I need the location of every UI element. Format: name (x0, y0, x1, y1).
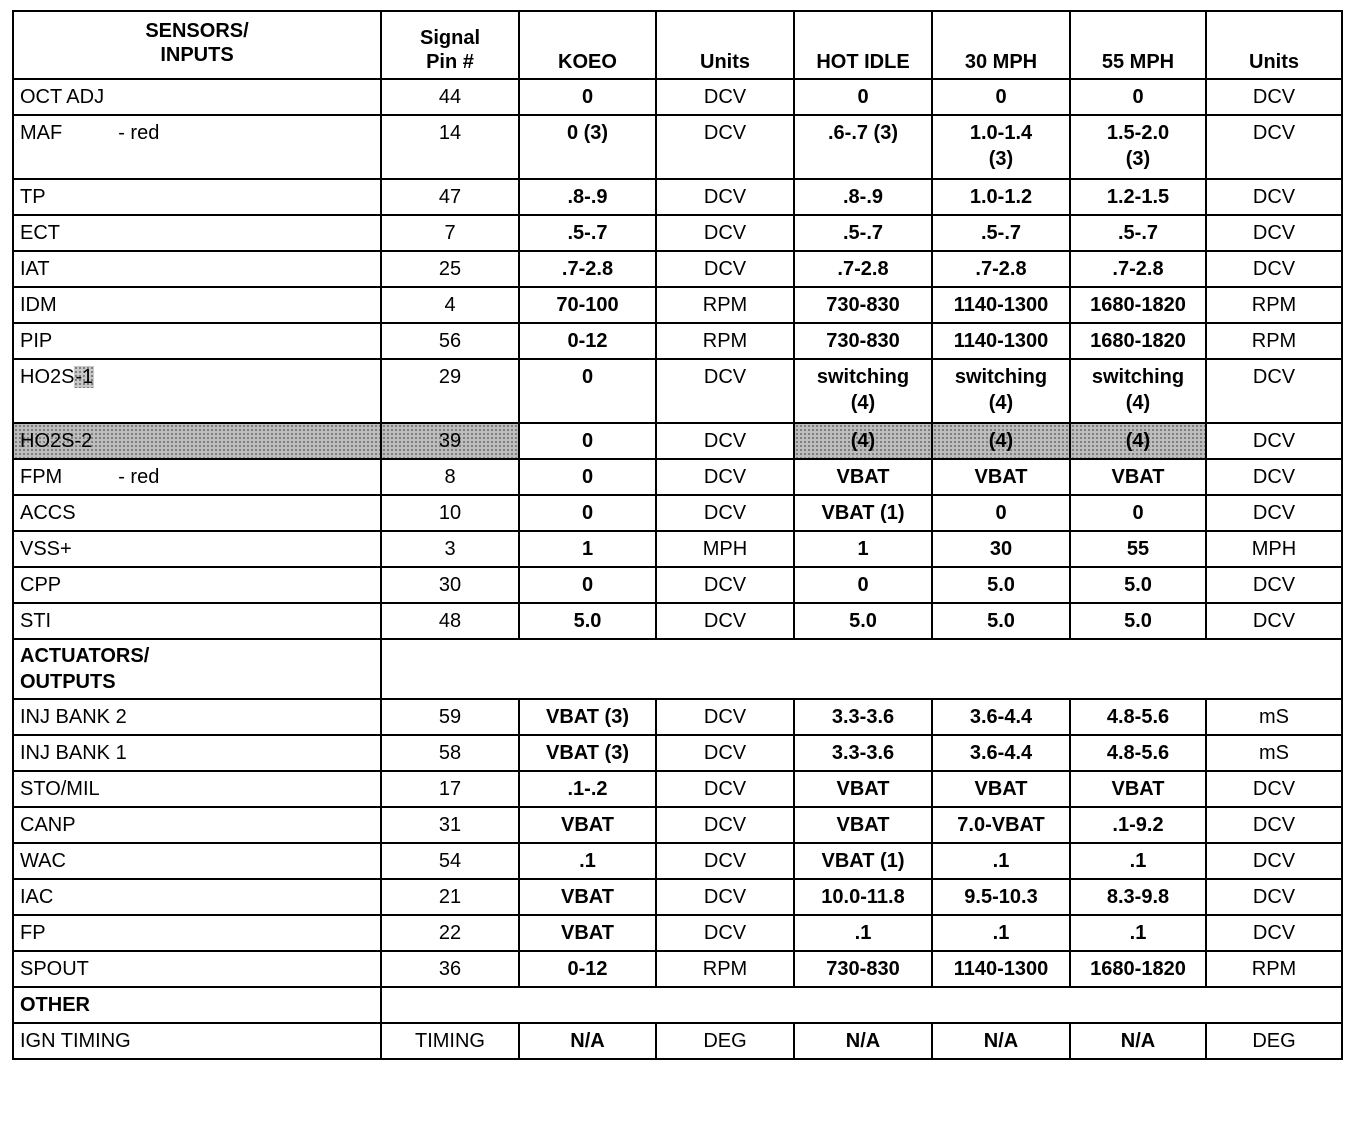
header-30-mph: 30 MPH (932, 11, 1070, 79)
row-label: STI (20, 610, 52, 632)
table-row (13, 323, 1342, 359)
row-label-cell (13, 807, 381, 843)
header-koeo: KOEO (519, 11, 656, 79)
row-label-cell (13, 879, 381, 915)
pin-cell: 39 (381, 423, 519, 459)
row-label: IGN TIMING (20, 1030, 131, 1052)
pin-cell: 58 (381, 735, 519, 771)
pin-cell: 36 (381, 951, 519, 987)
koeo-cell: VBAT (3) (519, 699, 656, 735)
row-label-cell (13, 323, 381, 359)
pin-cell: 22 (381, 915, 519, 951)
row-label-wire-color: - red (118, 466, 160, 488)
row-label-wire-color: - red (118, 122, 160, 144)
hot-idle-cell: N/A (794, 1023, 932, 1059)
units2-cell: DCV (1206, 915, 1342, 951)
row-label: IDM (20, 294, 57, 316)
table-row (13, 603, 1342, 639)
units-cell: DCV (656, 215, 794, 251)
koeo-cell: .7-2.8 (519, 251, 656, 287)
units2-cell: DCV (1206, 843, 1342, 879)
hot-idle-cell: 0 (794, 567, 932, 603)
units2-cell: RPM (1206, 287, 1342, 323)
row-label-cell (13, 215, 381, 251)
pin-cell: 31 (381, 807, 519, 843)
row-label-cell (13, 771, 381, 807)
row-label: INJ BANK 1 (20, 742, 127, 764)
mph30-cell: .5-.7 (932, 215, 1070, 251)
units-cell: DCV (656, 771, 794, 807)
row-label: ECT (20, 222, 60, 244)
mph30-cell: 0 (932, 79, 1070, 115)
mph55-cell: .7-2.8 (1070, 251, 1206, 287)
units-cell: DCV (656, 567, 794, 603)
row-label: FP (20, 922, 46, 944)
units2-cell: DCV (1206, 603, 1342, 639)
table-row (13, 735, 1342, 771)
table-row (13, 567, 1342, 603)
mph55-cell: 5.0 (1070, 567, 1206, 603)
hot-idle-cell: VBAT (794, 807, 932, 843)
row-label-cell (13, 359, 381, 423)
table-row (13, 771, 1342, 807)
koeo-cell: VBAT (3) (519, 735, 656, 771)
row-label-cell (13, 287, 381, 323)
units-cell: DEG (656, 1023, 794, 1059)
hot-idle-cell: 5.0 (794, 603, 932, 639)
row-label-cell (13, 1023, 381, 1059)
mph55-cell: 1.5-2.0 (3) (1070, 115, 1206, 179)
section-actuators-outputs-label: ACTUATORS/ OUTPUTS (13, 639, 381, 699)
units2-cell: DCV (1206, 215, 1342, 251)
units-cell: MPH (656, 531, 794, 567)
mph30-cell: 1140-1300 (932, 951, 1070, 987)
table-row (13, 915, 1342, 951)
row-label-cell (13, 495, 381, 531)
mph55-cell: 0 (1070, 79, 1206, 115)
mph55-cell: 4.8-5.6 (1070, 699, 1206, 735)
koeo-cell: N/A (519, 1023, 656, 1059)
row-label-cell (13, 79, 381, 115)
hot-idle-cell: 0 (794, 79, 932, 115)
koeo-cell: .8-.9 (519, 179, 656, 215)
mph55-cell: .1 (1070, 843, 1206, 879)
units2-cell: DCV (1206, 115, 1342, 179)
hot-idle-cell: 730-830 (794, 287, 932, 323)
row-label-cell (13, 179, 381, 215)
units-cell: DCV (656, 735, 794, 771)
units-cell: RPM (656, 287, 794, 323)
mph30-cell: VBAT (932, 771, 1070, 807)
mph30-cell: 1140-1300 (932, 287, 1070, 323)
units-cell: DCV (656, 115, 794, 179)
koeo-cell: 0 (3) (519, 115, 656, 179)
row-label-cell (13, 567, 381, 603)
hot-idle-cell: 10.0-11.8 (794, 879, 932, 915)
hot-idle-cell: VBAT (1) (794, 843, 932, 879)
table-row (13, 115, 1342, 179)
hot-idle-cell: VBAT (1) (794, 495, 932, 531)
row-label-cell (13, 915, 381, 951)
table-row (13, 423, 1342, 459)
mph30-cell: VBAT (932, 459, 1070, 495)
mph55-cell: 1680-1820 (1070, 951, 1206, 987)
row-label-cell (13, 251, 381, 287)
mph30-cell: 3.6-4.4 (932, 735, 1070, 771)
table-row (13, 531, 1342, 567)
units-cell: DCV (656, 179, 794, 215)
units2-cell: DCV (1206, 251, 1342, 287)
koeo-cell: 0-12 (519, 323, 656, 359)
mph55-cell: 55 (1070, 531, 1206, 567)
pin-cell: 48 (381, 603, 519, 639)
mph55-cell: VBAT (1070, 459, 1206, 495)
koeo-cell: .1-.2 (519, 771, 656, 807)
mph55-cell: 8.3-9.8 (1070, 879, 1206, 915)
pin-cell: 21 (381, 879, 519, 915)
row-label-cell (13, 423, 381, 459)
units2-cell: DCV (1206, 879, 1342, 915)
koeo-cell: 1 (519, 531, 656, 567)
units-cell: RPM (656, 323, 794, 359)
table-row (13, 495, 1342, 531)
table-row (13, 215, 1342, 251)
pin-cell: 54 (381, 843, 519, 879)
koeo-cell: 0 (519, 495, 656, 531)
hot-idle-cell: 1 (794, 531, 932, 567)
units-cell: DCV (656, 915, 794, 951)
pin-cell: 56 (381, 323, 519, 359)
units-cell: DCV (656, 423, 794, 459)
units2-cell: DCV (1206, 495, 1342, 531)
units2-cell: DCV (1206, 179, 1342, 215)
table-row (13, 251, 1342, 287)
header-units: Units (656, 11, 794, 79)
mph30-cell: 5.0 (932, 567, 1070, 603)
mph55-cell: 4.8-5.6 (1070, 735, 1206, 771)
hot-idle-cell: (4) (794, 423, 932, 459)
mph55-cell: 0 (1070, 495, 1206, 531)
units-cell: DCV (656, 699, 794, 735)
units2-cell: DCV (1206, 423, 1342, 459)
mph30-cell: 30 (932, 531, 1070, 567)
mph30-cell: 5.0 (932, 603, 1070, 639)
hot-idle-cell: VBAT (794, 459, 932, 495)
row-label: TP (20, 186, 46, 208)
mph55-cell: .1-9.2 (1070, 807, 1206, 843)
pin-cell: 59 (381, 699, 519, 735)
mph55-cell: 1680-1820 (1070, 323, 1206, 359)
mph55-cell: .5-.7 (1070, 215, 1206, 251)
table-row (13, 179, 1342, 215)
mph30-cell: N/A (932, 1023, 1070, 1059)
row-label: INJ BANK 2 (20, 706, 127, 728)
mph55-cell: 1680-1820 (1070, 287, 1206, 323)
pin-cell: 47 (381, 179, 519, 215)
mph55-cell: 1.2-1.5 (1070, 179, 1206, 215)
koeo-cell: 0 (519, 79, 656, 115)
table-row (13, 807, 1342, 843)
units2-cell: RPM (1206, 323, 1342, 359)
pin-cell: 10 (381, 495, 519, 531)
units2-cell: mS (1206, 699, 1342, 735)
row-label: IAT (20, 258, 50, 280)
row-label-cell (13, 603, 381, 639)
mph30-cell: 7.0-VBAT (932, 807, 1070, 843)
koeo-cell: .5-.7 (519, 215, 656, 251)
mph30-cell: .7-2.8 (932, 251, 1070, 287)
header-55-mph: 55 MPH (1070, 11, 1206, 79)
section-other-spacer (381, 987, 1342, 1023)
section-actuators-outputs (13, 639, 1342, 699)
mph55-cell: (4) (1070, 423, 1206, 459)
mph30-cell: 1.0-1.4 (3) (932, 115, 1070, 179)
mph30-cell: .1 (932, 843, 1070, 879)
table-row (13, 951, 1342, 987)
units-cell: DCV (656, 79, 794, 115)
units-cell: DCV (656, 603, 794, 639)
header-sensors-inputs: SENSORS/ INPUTS (13, 11, 381, 79)
units-cell: DCV (656, 251, 794, 287)
units-cell: DCV (656, 879, 794, 915)
units2-cell: DCV (1206, 359, 1342, 423)
mph30-cell: 3.6-4.4 (932, 699, 1070, 735)
mph55-cell: VBAT (1070, 771, 1206, 807)
pin-cell: 7 (381, 215, 519, 251)
table-row (13, 79, 1342, 115)
units-cell: DCV (656, 495, 794, 531)
row-label: STO/MIL (20, 778, 100, 800)
hot-idle-cell: VBAT (794, 771, 932, 807)
mph30-cell: 0 (932, 495, 1070, 531)
pin-cell: 14 (381, 115, 519, 179)
mph30-cell: 9.5-10.3 (932, 879, 1070, 915)
units2-cell: MPH (1206, 531, 1342, 567)
pin-cell: 4 (381, 287, 519, 323)
mph30-cell: 1.0-1.2 (932, 179, 1070, 215)
row-label-cell (13, 699, 381, 735)
units2-cell: mS (1206, 735, 1342, 771)
table-row (13, 843, 1342, 879)
pin-cell: 8 (381, 459, 519, 495)
pin-cell: TIMING (381, 1023, 519, 1059)
units-cell: DCV (656, 359, 794, 423)
table-row (13, 1023, 1342, 1059)
row-label: IAC (20, 886, 54, 908)
header-units-2: Units (1206, 11, 1342, 79)
table-row (13, 699, 1342, 735)
mph30-cell: 1140-1300 (932, 323, 1070, 359)
koeo-cell: .1 (519, 843, 656, 879)
mph55-cell: .1 (1070, 915, 1206, 951)
units2-cell: DCV (1206, 567, 1342, 603)
row-label-cell (13, 115, 381, 179)
units-cell: DCV (656, 459, 794, 495)
koeo-cell: 0 (519, 459, 656, 495)
koeo-cell: VBAT (519, 879, 656, 915)
row-label: WAC (20, 850, 66, 872)
section-actuators-outputs-spacer (381, 639, 1342, 699)
table-row (13, 359, 1342, 423)
row-label: FPM (20, 466, 63, 488)
pin-cell: 30 (381, 567, 519, 603)
hot-idle-cell: 3.3-3.6 (794, 699, 932, 735)
hot-idle-cell: 730-830 (794, 323, 932, 359)
mph55-cell: switching (4) (1070, 359, 1206, 423)
koeo-cell: VBAT (519, 807, 656, 843)
row-label-cell (13, 951, 381, 987)
pin-cell: 17 (381, 771, 519, 807)
row-label: HO2S (20, 366, 75, 388)
section-other (13, 987, 1342, 1023)
mph30-cell: switching (4) (932, 359, 1070, 423)
hot-idle-cell: switching (4) (794, 359, 932, 423)
hot-idle-cell: .6-.7 (3) (794, 115, 932, 179)
table-row (13, 459, 1342, 495)
row-label: SPOUT (20, 958, 89, 980)
hot-idle-cell: 730-830 (794, 951, 932, 987)
row-label: CPP (20, 574, 62, 596)
row-label: PIP (20, 330, 53, 352)
header-hot-idle: HOT IDLE (794, 11, 932, 79)
pin-cell: 29 (381, 359, 519, 423)
hot-idle-cell: .1 (794, 915, 932, 951)
row-label: MAF (20, 122, 63, 144)
header-signal-pin: Signal Pin # (381, 11, 519, 79)
row-label: HO2S-2 (20, 430, 93, 452)
units2-cell: DCV (1206, 79, 1342, 115)
hot-idle-cell: .7-2.8 (794, 251, 932, 287)
units-cell: DCV (656, 843, 794, 879)
koeo-cell: 0 (519, 567, 656, 603)
koeo-cell: 0 (519, 423, 656, 459)
units2-cell: DCV (1206, 459, 1342, 495)
table-row (13, 879, 1342, 915)
mph55-cell: 5.0 (1070, 603, 1206, 639)
row-label: ACCS (20, 502, 76, 524)
mph30-cell: .1 (932, 915, 1070, 951)
hot-idle-cell: 3.3-3.6 (794, 735, 932, 771)
row-label-suffix: -1 (75, 366, 94, 388)
mph55-cell: N/A (1070, 1023, 1206, 1059)
row-label-cell (13, 531, 381, 567)
mph30-cell: (4) (932, 423, 1070, 459)
section-other-label: OTHER (13, 987, 381, 1023)
row-label-cell (13, 843, 381, 879)
table-header-row (13, 11, 1342, 79)
hot-idle-cell: .8-.9 (794, 179, 932, 215)
units2-cell: DCV (1206, 807, 1342, 843)
koeo-cell: 5.0 (519, 603, 656, 639)
units2-cell: DCV (1206, 771, 1342, 807)
koeo-cell: 0-12 (519, 951, 656, 987)
row-label-cell (13, 459, 381, 495)
row-label: VSS+ (20, 538, 72, 560)
row-label-cell (13, 735, 381, 771)
units-cell: RPM (656, 951, 794, 987)
pinout-spec-table (12, 10, 1343, 1060)
row-label: OCT ADJ (20, 86, 105, 108)
units2-cell: DEG (1206, 1023, 1342, 1059)
hot-idle-cell: .5-.7 (794, 215, 932, 251)
koeo-cell: 70-100 (519, 287, 656, 323)
koeo-cell: VBAT (519, 915, 656, 951)
row-label: CANP (20, 814, 76, 836)
pin-cell: 44 (381, 79, 519, 115)
pin-cell: 25 (381, 251, 519, 287)
units2-cell: RPM (1206, 951, 1342, 987)
koeo-cell: 0 (519, 359, 656, 423)
table-row (13, 287, 1342, 323)
pin-cell: 3 (381, 531, 519, 567)
units-cell: DCV (656, 807, 794, 843)
